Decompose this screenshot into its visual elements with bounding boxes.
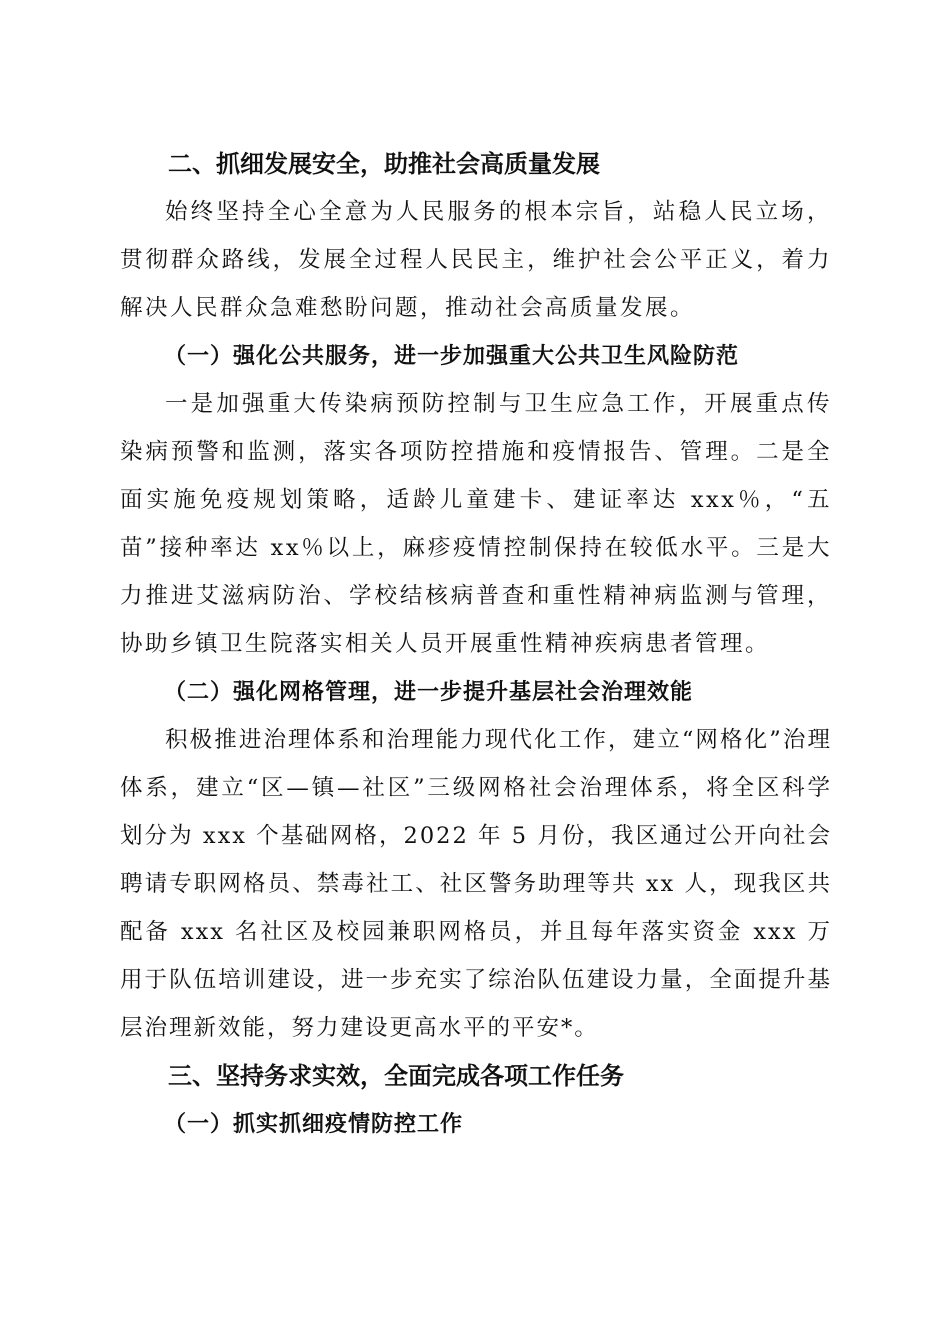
section-3-heading: 三、坚持务求实效，全面完成各项工作任务 — [168, 1062, 624, 1090]
document-body — [120, 140, 832, 1148]
section-2-subsection-1-heading: （一）强化公共服务，进一步加强重大公共卫生风险防范 — [164, 343, 740, 369]
section-2-intro-paragraph: 始终坚持全心全意为人民服务的根本宗旨，站稳人民立场，贯彻群众路线，发展全过程人民民主，维护社会公平正义，着力解决人民群众急难愁盼问题，推动社会高质量发展。 — [120, 199, 832, 321]
section-3-subsection-1-heading: （一）抓实抓细疫情防控工作 — [164, 1111, 464, 1137]
section-2-subsection-2-heading: （二）强化网格管理，进一步提升基层社会治理效能 — [164, 679, 694, 705]
section-2-heading: 二、抓细发展安全，助推社会高质量发展 — [168, 150, 600, 178]
section-2-subsection-2-paragraph: 积极推进治理体系和治理能力现代化工作，建立“网格化”治理体系，建立“区—镇—社区”三级网格社会治理体系，将全区科学划分为 xxx 个基础网格，2022 年 5 月份，我区通过公开向社会聘请专职网格员、禁毒社工、社区警务助理等共 xx 人，现我区共配备 xxx 名社区及校园兼职网格员，并且每年落实资金 xxx 万用于队伍培训建设，进一步充实了综治队伍建设力量，全面提升基层治理新效能，努力建设更高水平的平安*。 — [120, 727, 832, 1041]
section-2-subsection-1-paragraph: 一是加强重大传染病预防控制与卫生应急工作，开展重点传染病预警和监测，落实各项防控措施和疫情报告、管理。二是全面实施免疫规划策略，适龄儿童建卡、建证率达 xxx％，“五苗”接种率达 xx％以上，麻疹疫情控制保持在较低水平。三是大力推进艾滋病防治、学校结核病普查和重性精神病监测与管理，协助乡镇卫生院落实相关人员开展重性精神疾病患者管理。 — [120, 391, 832, 657]
